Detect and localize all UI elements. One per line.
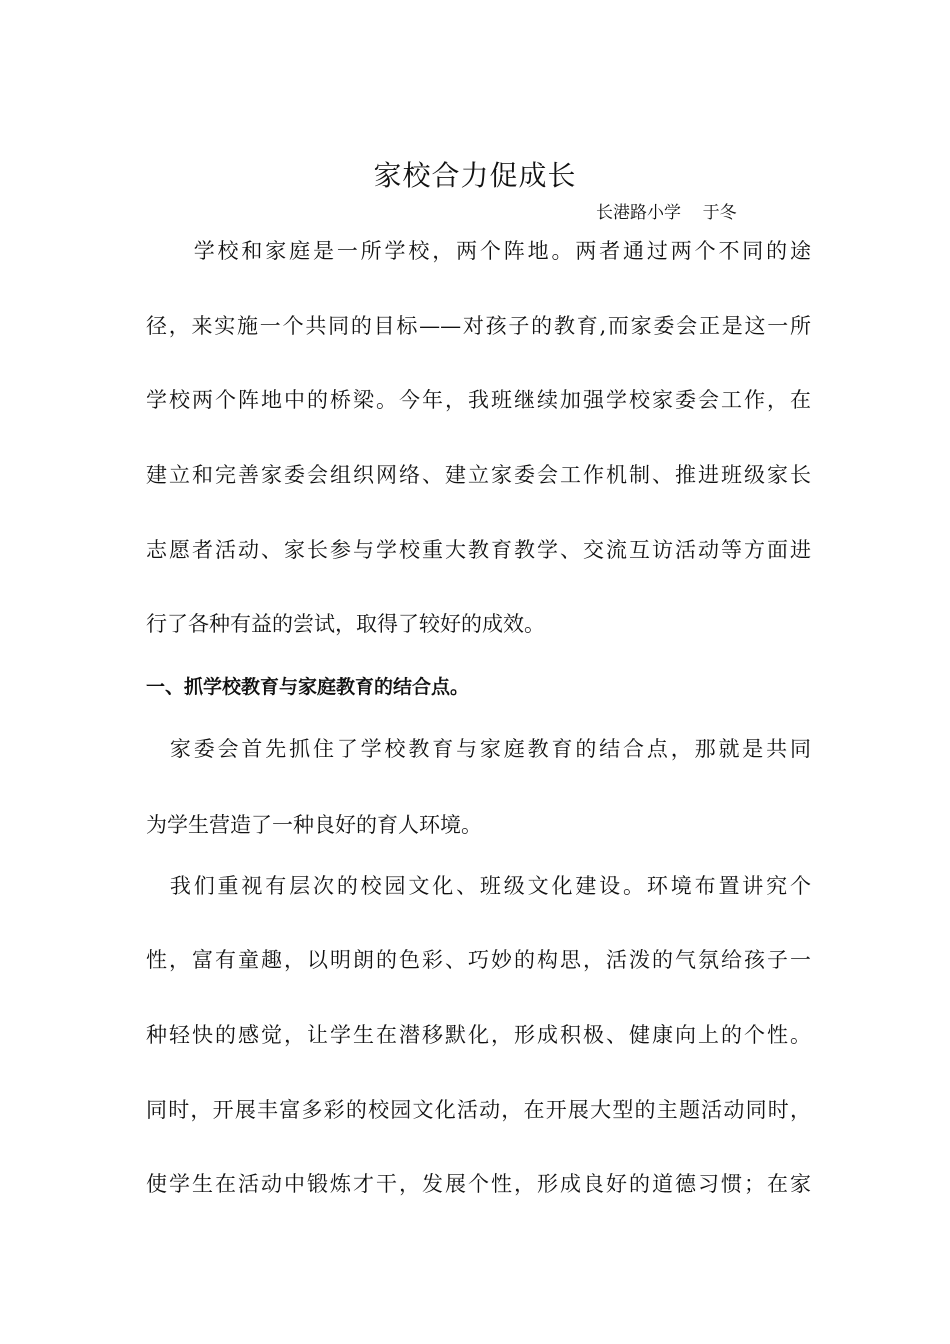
author-line: 长港路小学 于冬 [596, 203, 737, 223]
section-heading: 一、抓学校教育与家庭教育的结合点。 [146, 676, 470, 698]
paragraph-line: 同时，开展丰富多彩的校园文化活动，在开展大型的主题活动同时， [146, 1098, 811, 1122]
paragraph-line: 径，来实施一个共同的目标——对孩子的教育,而家委会正是这一所 [146, 314, 811, 338]
paragraph-line: 学校和家庭是一所学校，两个阵地。两者通过两个不同的途 [146, 239, 811, 263]
paragraph-line: 行了各种有益的尝试，取得了较好的成效。 [146, 612, 545, 636]
paragraph-line: 家委会首先抓住了学校教育与家庭教育的结合点，那就是共同 [146, 737, 811, 761]
paragraph-line: 建立和完善家委会组织网络、建立家委会工作机制、推进班级家长 [146, 463, 811, 487]
paragraph-line: 使学生在活动中锻炼才干，发展个性，形成良好的道德习惯；在家 [146, 1172, 811, 1196]
paragraph-line: 我们重视有层次的校园文化、班级文化建设。环境布置讲究个 [146, 874, 811, 898]
paragraph-line: 学校两个阵地中的桥梁。今年，我班继续加强学校家委会工作，在 [146, 388, 811, 412]
paragraph-line: 志愿者活动、家长参与学校重大教育教学、交流互访活动等方面进 [146, 538, 811, 562]
paragraph-line: 性，富有童趣，以明朗的色彩、巧妙的构思，活泼的气氛给孩子一 [146, 948, 811, 972]
paragraph-line: 为学生营造了一种良好的育人环境。 [146, 813, 482, 837]
paragraph-line: 种轻快的感觉，让学生在潜移默化，形成积极、健康向上的个性。 [146, 1023, 811, 1047]
document-title: 家校合力促成长 [373, 159, 577, 192]
